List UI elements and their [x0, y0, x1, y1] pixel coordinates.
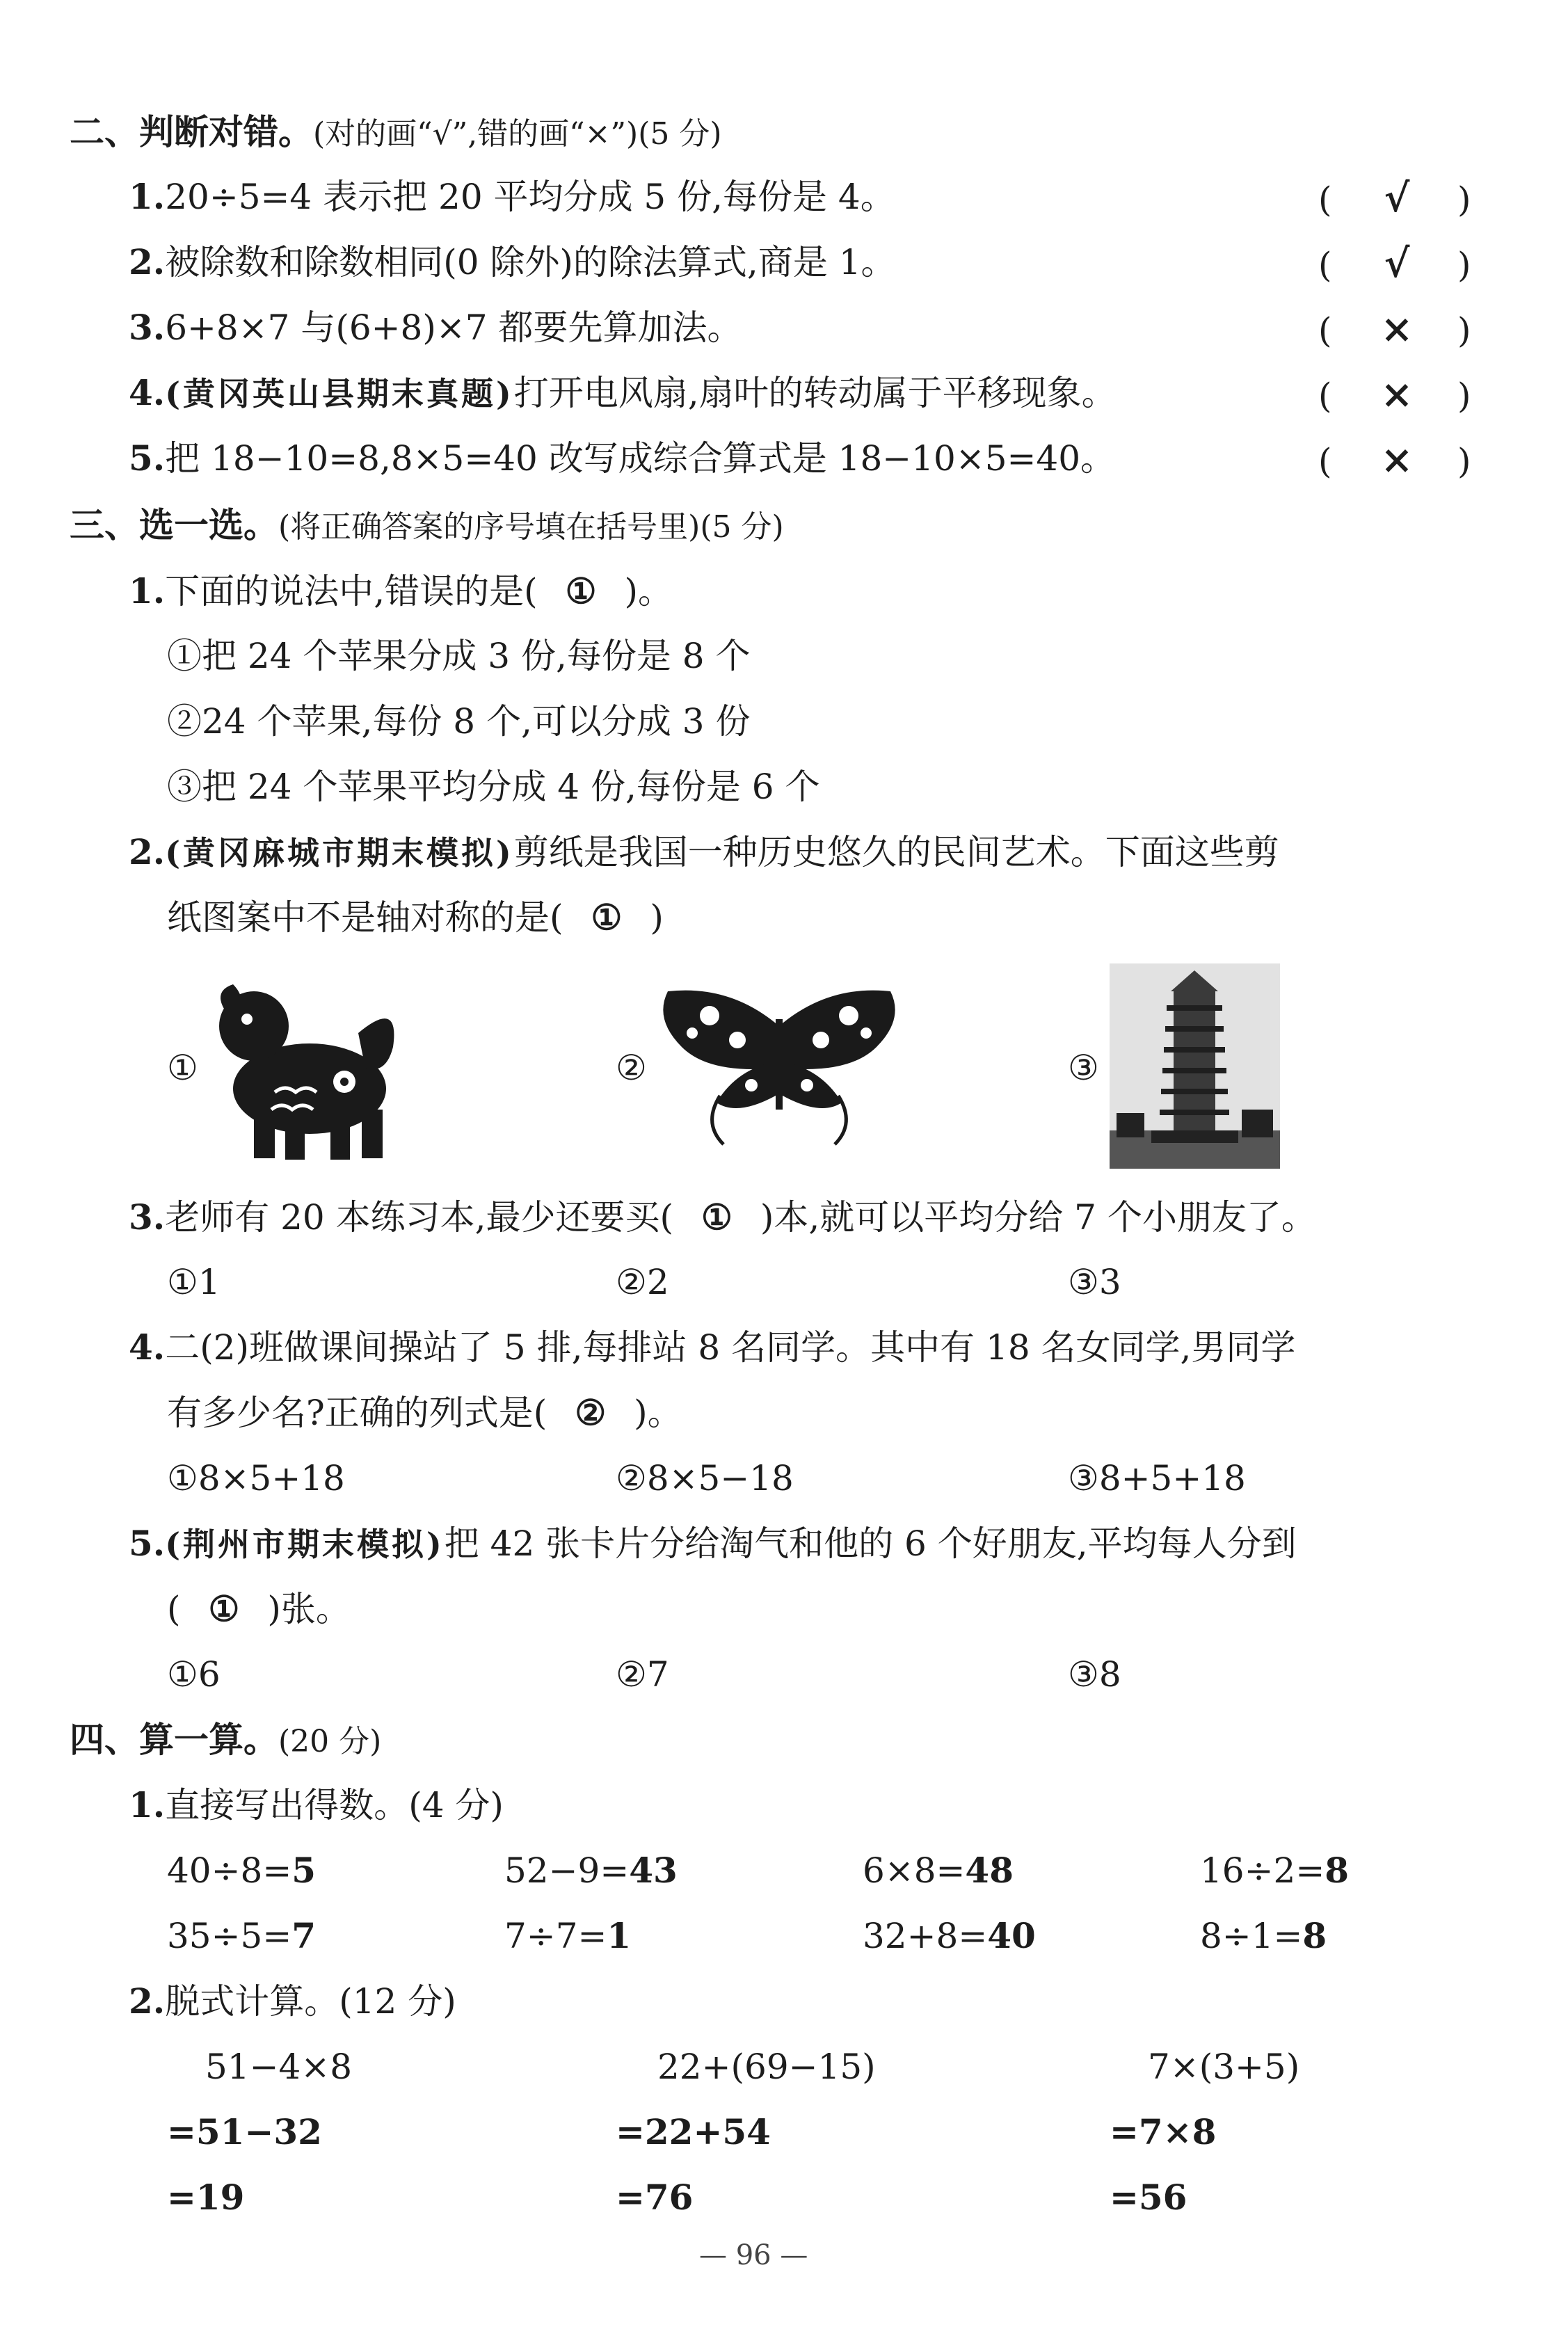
- question-text: 老师有 20 本练习本,最少还要买(: [165, 1197, 674, 1238]
- question-text-end: ): [650, 897, 664, 938]
- s2-item-1: [129, 176, 895, 217]
- question-text: 剪纸是我国一种历史悠久的民间艺术。下面这些剪: [513, 832, 1279, 872]
- question-source: (黄冈麻城市期末模拟): [165, 834, 514, 872]
- question-text-end: )。: [624, 571, 673, 611]
- calc-item: [1200, 1850, 1350, 1891]
- paren-open: (: [1318, 376, 1332, 416]
- step-2: =76: [616, 2177, 694, 2218]
- step-expression: 7×(3+5): [1148, 2047, 1300, 2087]
- question-text: 把 42 张卡片分给淘气和他的 6 个好朋友,平均每人分到: [444, 1523, 1297, 1564]
- step-1: =22+54: [616, 2111, 771, 2152]
- question-text: 二(2)班做课间操站了 5 排,每排站 8 名同学。其中有 18 名女同学,男同学: [165, 1327, 1296, 1368]
- question-number: 5.: [129, 1523, 166, 1564]
- question-number: 1.: [129, 1784, 166, 1825]
- step-1: =7×8: [1110, 2111, 1217, 2152]
- calc-expression: 8÷1=: [1200, 1916, 1303, 1956]
- calc-expression: 32+8=: [863, 1916, 988, 1956]
- s3-q5-line2: [167, 1588, 351, 1629]
- calc-expression: 40÷8=: [167, 1850, 292, 1891]
- section3-heading: [70, 504, 784, 545]
- question-text-end: )。: [634, 1393, 682, 1433]
- calc-answer: 48: [965, 1850, 1014, 1891]
- section4-heading: [70, 1719, 382, 1760]
- s3-q1-option-1: ①把 24 个苹果分成 3 份,每份是 8 个: [167, 636, 751, 676]
- calc-item: [1200, 1915, 1327, 1956]
- item-number: 1.: [129, 176, 166, 217]
- calc-item: [863, 1850, 1014, 1891]
- calc-item: [863, 1915, 1036, 1956]
- answer: ①: [701, 1197, 733, 1238]
- paren-close: ): [1457, 179, 1471, 220]
- paren-close: ): [1457, 310, 1471, 351]
- paper-cut-butterfly-image: [654, 977, 904, 1151]
- calc-answer: 43: [629, 1850, 678, 1891]
- calc-answer: 1: [607, 1915, 632, 1956]
- calc-item: [504, 1915, 632, 1956]
- question-number: 1.: [129, 570, 166, 611]
- page-number: — 96 —: [699, 2239, 808, 2271]
- s3-q5-option-1: ①6: [167, 1654, 221, 1695]
- question-number: 3.: [129, 1197, 166, 1238]
- image-label-2: ②: [616, 1048, 647, 1088]
- item-number: 3.: [129, 307, 166, 348]
- item-source: (黄冈英山县期末真题): [165, 375, 514, 413]
- answer: ①: [565, 570, 597, 611]
- answer-mark: √: [1384, 241, 1410, 287]
- item-number: 2.: [129, 241, 166, 282]
- s4-q2: [129, 1981, 456, 2022]
- paren-close: ): [1457, 376, 1471, 416]
- question-text: (: [167, 1589, 181, 1629]
- step-expression: 51−4×8: [205, 2047, 353, 2087]
- question-text-end: )张。: [267, 1589, 351, 1629]
- answer: ②: [575, 1392, 607, 1433]
- answer-mark: ×: [1380, 371, 1414, 417]
- s2-item-3: [129, 307, 742, 348]
- item-text: 20÷5=4 表示把 20 平均分成 5 份,每份是 4。: [165, 177, 895, 217]
- item-text: 把 18−10=8,8×5=40 改写成综合算式是 18−10×5=40。: [165, 438, 1116, 479]
- question-number: 2.: [129, 1981, 166, 2022]
- calc-item: [167, 1915, 317, 1956]
- paper-cut-dog-image: [205, 970, 407, 1165]
- answer-mark: ×: [1380, 306, 1414, 352]
- section4-title: 四、算一算。: [70, 1719, 278, 1760]
- calc-expression: 16÷2=: [1200, 1850, 1325, 1891]
- paren-close: ): [1457, 441, 1471, 481]
- calc-expression: 6×8=: [863, 1850, 966, 1891]
- question-text: 有多少名?正确的列式是(: [167, 1393, 547, 1433]
- s3-q4-option-1: ①8×5+18: [167, 1458, 345, 1498]
- section2-title: 二、判断对错。: [70, 111, 313, 152]
- s3-q2-line1: [129, 831, 1279, 872]
- calc-answer: 8: [1302, 1915, 1327, 1956]
- s3-q3: [129, 1197, 1316, 1238]
- section3-title: 三、选一选。: [70, 504, 278, 545]
- question-text: 脱式计算。(12 分): [165, 1981, 456, 2022]
- calc-answer: 40: [987, 1915, 1036, 1956]
- s3-q2-line2: [167, 897, 664, 938]
- paren-open: (: [1318, 441, 1332, 481]
- section4-note: (20 分): [278, 1724, 382, 1759]
- s4-q1: [129, 1784, 504, 1825]
- step-2: =56: [1110, 2177, 1187, 2218]
- item-number: 4.: [129, 372, 166, 413]
- s2-item-5: [129, 438, 1116, 479]
- step-1: =51−32: [167, 2111, 322, 2152]
- calc-answer: 8: [1325, 1850, 1350, 1891]
- answer-mark: √: [1384, 175, 1410, 221]
- s3-q3-option-3: ③3: [1068, 1262, 1121, 1302]
- s3-q1: [129, 570, 673, 611]
- s3-q3-option-2: ②2: [616, 1262, 669, 1302]
- s3-q4-option-2: ②8×5−18: [616, 1458, 794, 1498]
- question-text-end: )本,就可以平均分给 7 个小朋友了。: [760, 1197, 1316, 1238]
- calc-item: [167, 1850, 317, 1891]
- paren-open: (: [1318, 245, 1332, 285]
- s3-q5-option-2: ②7: [616, 1654, 669, 1695]
- s3-q5-option-3: ③8: [1068, 1654, 1121, 1695]
- step-expression: 22+(69−15): [657, 2047, 876, 2087]
- s3-q5-line1: [129, 1523, 1297, 1564]
- s3-q4-line2: [167, 1392, 682, 1433]
- s3-q4-line1: [129, 1327, 1296, 1368]
- section2-heading: [70, 111, 722, 152]
- item-text: 被除数和除数相同(0 除外)的除法算式,商是 1。: [165, 242, 896, 282]
- paren-open: (: [1318, 179, 1332, 220]
- section3-note: (将正确答案的序号填在括号里)(5 分): [278, 509, 784, 545]
- calc-expression: 7÷7=: [504, 1916, 607, 1956]
- s3-q1-option-2: ②24 个苹果,每份 8 个,可以分成 3 份: [167, 701, 751, 742]
- item-text: 6+8×7 与(6+8)×7 都要先算加法。: [165, 307, 742, 348]
- image-label-3: ③: [1068, 1048, 1099, 1088]
- question-text: 直接写出得数。(4 分): [165, 1785, 504, 1825]
- image-label-1: ①: [167, 1048, 198, 1088]
- s3-q1-option-3: ③把 24 个苹果平均分成 4 份,每份是 6 个: [167, 767, 820, 807]
- answer: ①: [591, 897, 623, 938]
- calc-answer: 5: [291, 1850, 317, 1891]
- answer-mark: ×: [1380, 437, 1414, 483]
- answer: ①: [208, 1588, 240, 1629]
- question-number: 2.: [129, 831, 166, 872]
- question-source: (荆州市期末模拟): [165, 1526, 445, 1563]
- s2-item-4: [129, 372, 1117, 413]
- question-text: 下面的说法中,错误的是(: [165, 571, 538, 611]
- s3-q3-option-1: ①1: [167, 1262, 221, 1302]
- section2-note: (对的画“√”,错的画“×”)(5 分): [313, 116, 722, 152]
- paren-open: (: [1318, 310, 1332, 351]
- pagoda-photo-image: [1110, 963, 1280, 1169]
- s2-item-2: [129, 241, 896, 282]
- item-number: 5.: [129, 438, 166, 479]
- paren-close: ): [1457, 245, 1471, 285]
- question-number: 4.: [129, 1327, 166, 1368]
- step-2: =19: [167, 2177, 245, 2218]
- item-text: 打开电风扇,扇叶的转动属于平移现象。: [513, 373, 1117, 413]
- calc-item: [504, 1850, 678, 1891]
- s3-q4-option-3: ③8+5+18: [1068, 1458, 1246, 1498]
- calc-expression: 35÷5=: [167, 1916, 292, 1956]
- question-text: 纸图案中不是轴对称的是(: [167, 897, 563, 938]
- calc-answer: 7: [291, 1915, 317, 1956]
- calc-expression: 52−9=: [504, 1850, 630, 1891]
